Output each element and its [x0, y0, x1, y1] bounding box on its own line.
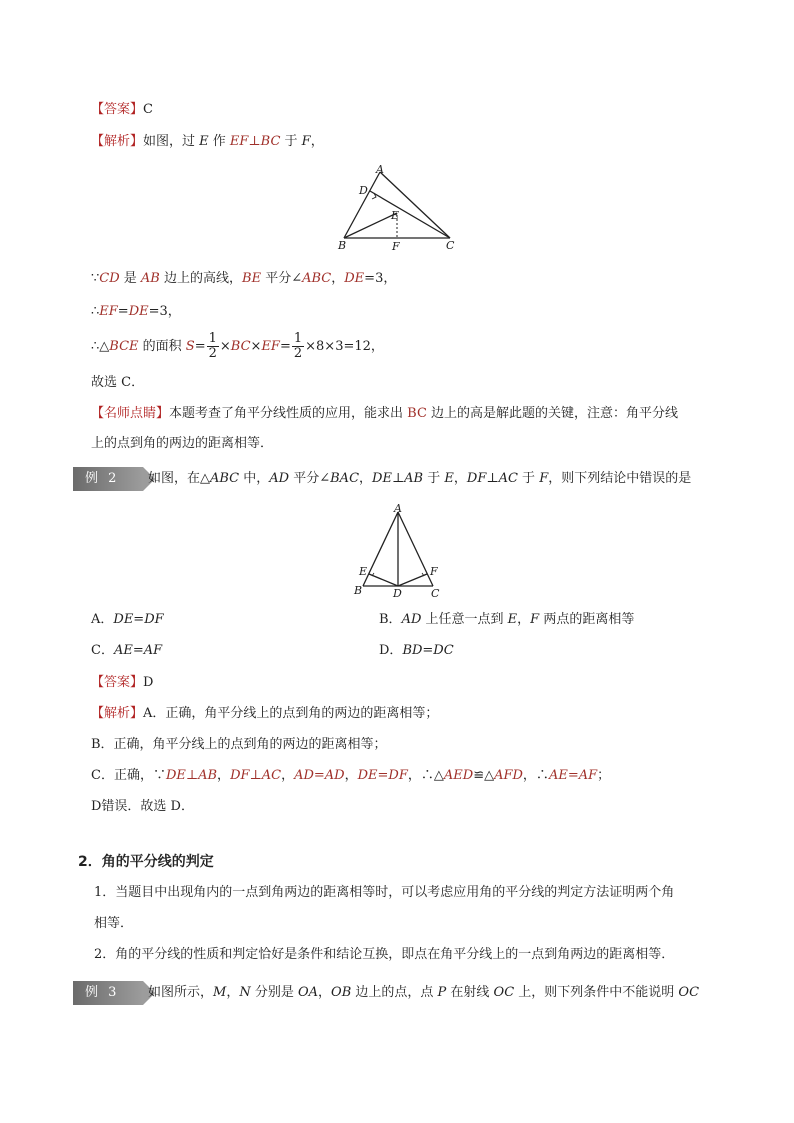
var: DE=DF: [357, 768, 408, 783]
var: EF: [99, 304, 118, 319]
text: ，∴△: [407, 768, 444, 783]
denominator: 2: [293, 346, 303, 361]
var: ABC: [210, 471, 240, 486]
paragraph-1b: 相等．: [94, 916, 134, 931]
text: ，: [331, 271, 345, 286]
option-value: AE=AF: [113, 643, 163, 658]
analysis-line-5: D错误．故选 D．: [91, 799, 194, 814]
var: EF: [261, 339, 280, 354]
edge-ab: [344, 172, 380, 238]
option-key: D．: [379, 643, 403, 658]
var: CD: [99, 271, 120, 286]
text: ×: [219, 339, 231, 354]
text: ，: [359, 471, 373, 486]
var: F: [530, 612, 540, 627]
analysis-label: 【解析】: [91, 134, 144, 149]
var: BE: [242, 271, 262, 286]
label-b: B: [354, 584, 363, 597]
text: 中，: [239, 471, 270, 486]
var: N: [239, 985, 251, 1000]
label-d: D: [359, 184, 368, 197]
answer-value: D: [143, 675, 154, 690]
tip-label: 【名师点睛】: [91, 406, 170, 421]
text: =: [117, 304, 129, 319]
text: ，: [517, 612, 531, 627]
var: OA: [297, 985, 319, 1000]
var: BAC: [330, 471, 360, 486]
text: 于: [280, 134, 302, 149]
var: M: [213, 985, 227, 1000]
var: F: [301, 134, 311, 149]
text: 边上的点，点: [351, 985, 438, 1000]
answer-value: C: [143, 102, 153, 117]
var: DF⊥AC: [466, 471, 518, 486]
var: BC: [407, 406, 427, 421]
example-3-question: [148, 984, 699, 1002]
label-f: F: [430, 565, 438, 578]
label-a: A: [376, 163, 384, 176]
var: BCE: [109, 339, 139, 354]
text: 边上的高线，: [159, 271, 243, 286]
var: S: [185, 339, 195, 354]
option-d: [379, 642, 454, 660]
text: 的面积: [138, 339, 186, 354]
reason-line-2: [91, 303, 181, 321]
var: DE: [344, 271, 365, 286]
analysis-label: 【解析】: [91, 706, 144, 721]
text: 在射线: [446, 985, 494, 1000]
text: 平分∠: [261, 271, 303, 286]
var: DF⊥AC: [230, 768, 282, 783]
text: ∵: [91, 271, 100, 286]
text: ，: [217, 768, 231, 783]
text: 本题考查了角平分线性质的应用，能求出: [169, 406, 408, 421]
edge-ac: [398, 512, 433, 586]
tip-line-1: [91, 405, 678, 423]
text: 如图，过: [143, 134, 200, 149]
var: P: [437, 985, 447, 1000]
reason-line-4: 故选 C．: [91, 375, 145, 390]
var: OB: [331, 985, 352, 1000]
edge-ab: [363, 512, 398, 586]
text: 于: [517, 471, 540, 486]
segment-be: [344, 213, 397, 238]
text: ×: [250, 339, 262, 354]
var: OC: [493, 985, 515, 1000]
edge-ac: [380, 172, 450, 238]
option-value: DE=DF: [113, 612, 164, 627]
var: AD=AD: [294, 768, 345, 783]
text: 作: [208, 134, 230, 149]
fraction-half: [207, 332, 219, 361]
text: 如图，在△: [148, 471, 210, 486]
label-d: D: [393, 587, 402, 600]
option-a: [91, 611, 164, 629]
text: 于: [423, 471, 445, 486]
text: ，则下列结论中错误的是: [548, 471, 692, 486]
text: 边上的高是解此题的关键，注意：角平分线: [426, 406, 679, 421]
analysis-line-2: [91, 705, 438, 723]
reason-line-3: [91, 332, 384, 362]
analysis-line-3: B．正确，角平分线上的点到角的两边的距离相等；: [91, 737, 387, 752]
text: ，: [281, 768, 295, 783]
analysis-line-4: [91, 767, 610, 785]
text: ，: [318, 985, 332, 1000]
var: E: [444, 471, 454, 486]
var: AFD: [494, 768, 523, 783]
var: OC: [678, 985, 700, 1000]
text: ∴△: [91, 339, 110, 354]
tip-line-2: 上的点到角的两边的距离相等．: [91, 436, 274, 451]
analysis-line-1: [91, 133, 324, 151]
option-key: A．: [91, 612, 114, 627]
var: AED: [443, 768, 474, 783]
var: DE⊥AB: [165, 768, 218, 783]
label-f: F: [392, 240, 400, 253]
text: =: [279, 339, 291, 354]
segment-df: [398, 574, 427, 586]
denominator: 2: [208, 346, 217, 361]
label-e: E: [391, 209, 400, 222]
numerator: 1: [293, 331, 303, 346]
text: =3，: [364, 271, 397, 286]
var: BC: [230, 339, 251, 354]
var: AD: [269, 471, 290, 486]
answer-label: 【答案】: [91, 675, 144, 690]
label-e: E: [359, 565, 368, 578]
option-key: C．: [91, 643, 114, 658]
var: E: [507, 612, 518, 627]
text: ，: [310, 134, 324, 149]
option-value: BD=DC: [402, 643, 454, 658]
paragraph-2: 2．角的平分线的性质和判定恰好是条件和结论互换，即点在角平分线上的一点到角两边的距离相等．: [94, 947, 675, 962]
text: ×8×3=12，: [305, 339, 384, 354]
var: AB: [140, 271, 160, 286]
var: F: [539, 471, 549, 486]
example-badge-3: 例 3: [73, 981, 143, 1005]
option-b: [379, 611, 634, 629]
text: C．正确，∵: [91, 768, 166, 783]
text: =3，: [148, 304, 181, 319]
label-b: B: [338, 239, 347, 252]
text: ∴: [91, 304, 100, 319]
text: ，: [453, 471, 467, 486]
var: DE: [128, 304, 149, 319]
answer-label: 【答案】: [91, 102, 144, 117]
text: 上任意一点到: [421, 612, 508, 627]
text: =: [194, 339, 206, 354]
text: 上，则下列条件中不能说明: [514, 985, 679, 1000]
example-2-question: [148, 470, 691, 488]
text: 平分∠: [289, 471, 331, 486]
text: ；: [597, 768, 611, 783]
var: AD: [401, 612, 422, 627]
text: 两点的距离相等: [539, 612, 635, 627]
text: 分别是: [250, 985, 298, 1000]
var: EF⊥BC: [229, 134, 281, 149]
text: ，∴: [522, 768, 549, 783]
figure-triangle-2: [348, 500, 448, 602]
label-c: C: [431, 587, 440, 600]
answer-line-1: [91, 101, 153, 119]
option-key: B．: [379, 612, 402, 627]
example-badge-2: 例 2: [73, 467, 143, 491]
var: AE=AF: [548, 768, 598, 783]
reason-line-1: [91, 270, 396, 288]
answer-line-2: [91, 674, 153, 692]
var: ABC: [302, 271, 332, 286]
segment-de: [369, 574, 398, 586]
text: A．正确，角平分线上的点到角的两边的距离相等；: [143, 706, 439, 721]
figure-triangle-1: [330, 160, 470, 255]
section-heading-2: 2．角的平分线的判定: [78, 854, 214, 870]
label-c: C: [446, 239, 455, 252]
text: ≌△: [473, 768, 495, 783]
var: DE⊥AB: [372, 471, 424, 486]
var: E: [199, 134, 209, 149]
segment-cd: [370, 191, 450, 238]
text: 是: [119, 271, 141, 286]
fraction-half-2: [292, 332, 304, 361]
option-c: [91, 642, 162, 660]
text: 如图所示，: [148, 985, 214, 1000]
numerator: 1: [208, 331, 217, 346]
text: ，: [344, 768, 358, 783]
paragraph-1a: 1．当题目中出现角内的一点到角两边的距离相等时，可以考虑应用角的平分线的判定方法证明两个角: [94, 885, 675, 900]
text: ，: [226, 985, 240, 1000]
label-a: A: [394, 502, 402, 515]
